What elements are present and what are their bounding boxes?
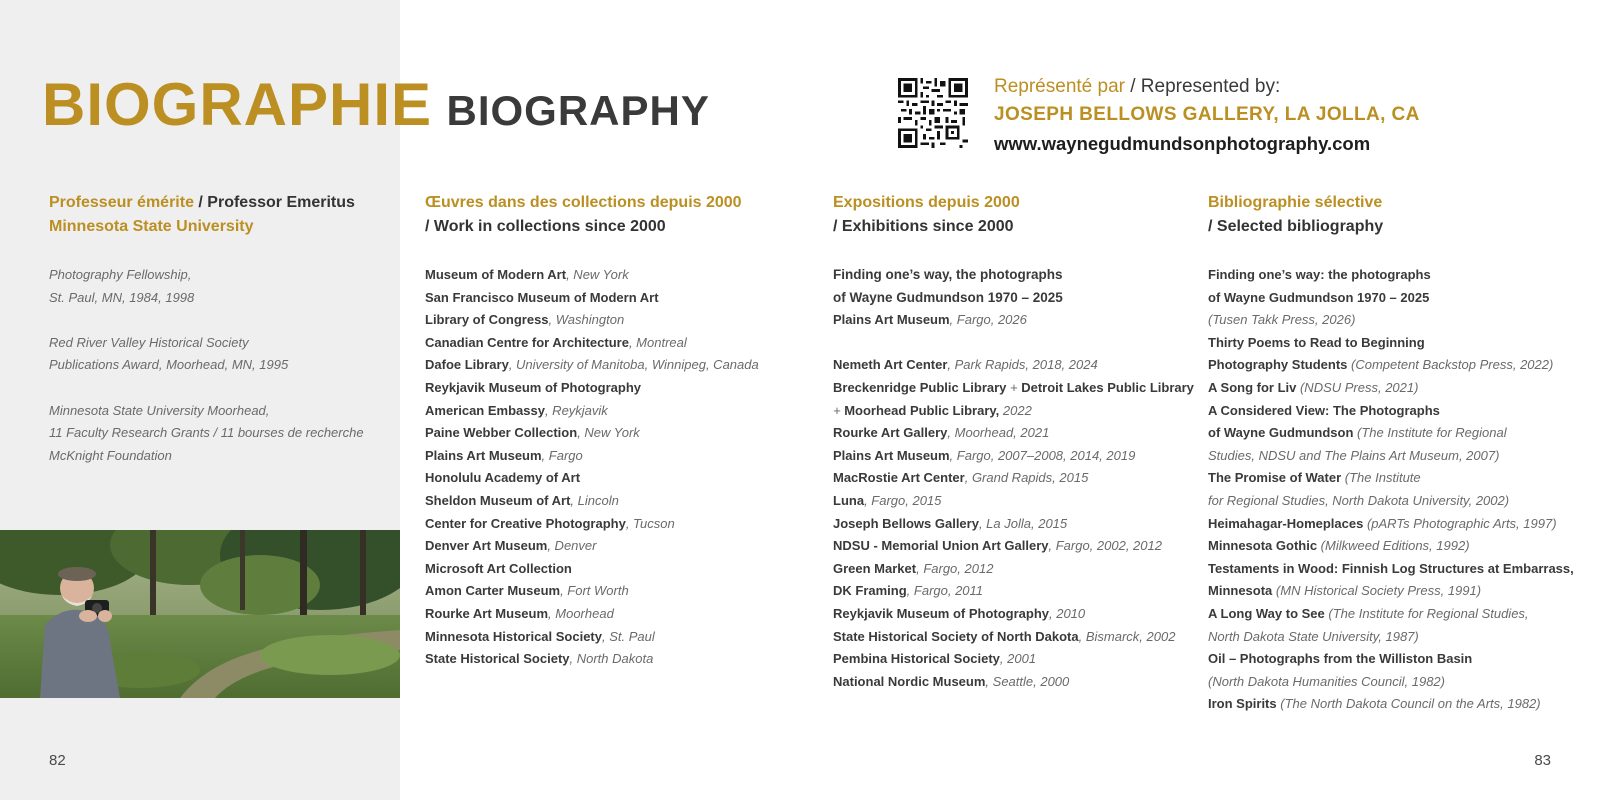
column-heading (49, 191, 364, 239)
list-item (425, 332, 759, 355)
bibliography-line (1208, 264, 1574, 287)
item-name: Joseph Bellows Gallery (833, 515, 979, 531)
item-detail: , Fargo, 2012 (916, 560, 994, 576)
list-item (833, 580, 1194, 603)
bibliography-line (1208, 400, 1574, 423)
bibliography-line (1208, 580, 1574, 603)
book-title: The Promise of Water (1208, 470, 1342, 486)
book-title: A Considered View: The Photographs (1208, 402, 1440, 418)
book-publisher: (The Institute for Regional (1353, 425, 1507, 441)
item-name: Library of Congress (425, 312, 549, 328)
bibliography-line (1208, 445, 1574, 468)
feature-exhibition-title: of Wayne Gudmundson 1970 – 2025 (833, 289, 1063, 305)
book-publisher: (Milkweed Editions, 1992) (1317, 538, 1470, 554)
item-name: Reykjavik Museum of Photography (833, 605, 1049, 621)
heading-en: / Selected bibliography (1208, 218, 1384, 235)
book-publisher: (MN Historical Society Press, 1991) (1272, 583, 1482, 599)
feature-exhibition-title: Finding one’s way, the photographs (833, 267, 1063, 282)
award-line: Red River Valley Historical Society (49, 334, 249, 350)
list-item (425, 400, 759, 423)
book-title: Photography Students (1208, 357, 1348, 373)
column-exhibitions (833, 191, 1194, 693)
item-detail: , Fargo, 2015 (864, 492, 942, 508)
list-item (425, 580, 759, 603)
photographer-photo (0, 530, 400, 698)
title-french: BIOGRAPHIE (42, 71, 433, 138)
list-item (425, 603, 759, 626)
bibliography-line (1208, 287, 1574, 310)
list-item (425, 648, 759, 671)
heading-fr: Bibliographie sélective (1208, 194, 1383, 211)
list-item (425, 354, 759, 377)
list-item (833, 490, 1194, 513)
book-publisher: (The Institute for Regional Studies, (1324, 605, 1529, 621)
list-item (833, 671, 1194, 694)
heading-en: / Professor Emeritus (193, 194, 355, 211)
list-item (425, 558, 759, 581)
list-item (833, 422, 1194, 445)
item-name: Canadian Centre for Architecture (425, 334, 629, 350)
award-line: 11 Faculty Research Grants / 11 bourses de recherche (49, 425, 364, 441)
item-name: NDSU - Memorial Union Art Gallery (833, 538, 1049, 554)
book-publisher: (NDSU Press, 2021) (1296, 379, 1419, 395)
item-detail: , Seattle, 2000 (985, 673, 1070, 689)
item-name: Paine Webber Collection (425, 425, 578, 441)
bibliography-line (1208, 626, 1574, 649)
book-title: Iron Spirits (1208, 696, 1277, 712)
item-detail: , Tucson (625, 515, 675, 531)
item-name: State Historical Society of North Dakota (833, 628, 1079, 644)
list-item (425, 309, 759, 332)
list-item (833, 354, 1194, 377)
bibliography-list (1208, 264, 1574, 716)
item-detail: , New York (577, 425, 640, 441)
item-detail: , Montreal (628, 334, 687, 350)
item-name: MacRostie Art Center (833, 470, 965, 486)
item-name: Sheldon Museum of Art (425, 492, 571, 508)
list-item (425, 377, 759, 400)
item-name: Amon Carter Museum (425, 583, 561, 599)
bibliography-line (1208, 603, 1574, 626)
list-item (833, 626, 1194, 649)
book-title: of Wayne Gudmundson 1970 – 2025 (1208, 289, 1430, 305)
item-name: San Francisco Museum of Modern Art (425, 289, 659, 305)
book-publisher: (North Dakota Humanities Council, 1982) (1208, 673, 1445, 689)
list-item: Breckenridge Public Library + Detroit Lakes Public Library (833, 379, 1194, 395)
list-item (425, 467, 759, 490)
item-detail: , Lincoln (570, 492, 619, 508)
bibliography-line (1208, 513, 1574, 536)
column-collections (425, 191, 759, 671)
bibliography-line (1208, 671, 1574, 694)
item-name: Pembina Historical Society (833, 651, 1000, 667)
list-item (833, 467, 1194, 490)
list-item (425, 513, 759, 536)
book-publisher: (Tusen Takk Press, 2026) (1208, 312, 1356, 328)
item-name: National Nordic Museum (833, 673, 986, 689)
bibliography-line (1208, 354, 1574, 377)
item-name: Museum of Modern Art (425, 267, 567, 282)
item-detail: , Bismarck, 2002 (1078, 628, 1176, 644)
website-link[interactable]: www.waynegudmundsonphotography.com (994, 133, 1371, 154)
item-name: Nemeth Art Center (833, 357, 948, 373)
column-bibliography (1208, 191, 1574, 716)
heading-fr: Professeur émérite (49, 194, 194, 211)
item-name: Plains Art Museum (833, 447, 950, 463)
award-line: Publications Award, Moorhead, MN, 1995 (49, 357, 289, 373)
qr-code-icon[interactable] (898, 78, 968, 148)
item-detail: , Grand Rapids, 2015 (964, 470, 1089, 486)
heading-fr: Expositions depuis 2000 (833, 194, 1020, 211)
column-professor (49, 191, 364, 467)
item-detail: , New York (566, 267, 629, 282)
list-item (425, 422, 759, 445)
list-item (425, 264, 759, 287)
list-item (833, 648, 1194, 671)
book-title: A Long Way to See (1208, 605, 1325, 621)
item-name: Dafoe Library (425, 357, 509, 373)
book-publisher: for Regional Studies, North Dakota University, 2002) (1208, 492, 1510, 508)
award-line: McKnight Foundation (49, 447, 172, 463)
list-item (425, 445, 759, 468)
book-title: Oil – Photographs from the Williston Basin (1208, 651, 1473, 667)
page-title (42, 70, 710, 139)
bibliography-line (1208, 309, 1574, 332)
page-number-right: 83 (1534, 752, 1551, 769)
book-title: Heimahagar-Homeplaces (1208, 515, 1364, 531)
list-item (425, 535, 759, 558)
bibliography-line (1208, 535, 1574, 558)
list-item (833, 558, 1194, 581)
book-publisher: (Competent Backstop Press, 2022) (1347, 357, 1554, 373)
bibliography-line (1208, 558, 1574, 581)
book-title: Finding one’s way: the photographs (1208, 267, 1431, 282)
item-name: Green Market (833, 560, 917, 576)
list-item (425, 626, 759, 649)
book-title: Minnesota Gothic (1208, 538, 1318, 554)
list-item (833, 513, 1194, 536)
item-detail: , Reykjavik (544, 402, 608, 418)
book-publisher: North Dakota State University, 1987) (1208, 628, 1419, 644)
item-detail: , 2001 (999, 651, 1037, 667)
item-name: Microsoft Art Collection (425, 560, 572, 576)
list-item (833, 445, 1194, 468)
item-name: Rourke Art Gallery (833, 425, 948, 441)
award-line: Minnesota State University Moorhead, (49, 402, 270, 418)
represented-by-label (994, 74, 1420, 100)
represented-by-fr: Représenté par (994, 76, 1125, 97)
bibliography-line (1208, 467, 1574, 490)
item-detail: , Moorhead (548, 605, 614, 621)
item-name: State Historical Society (425, 651, 570, 667)
column-heading (1208, 191, 1574, 239)
item-name: Plains Art Museum (425, 447, 542, 463)
heading-fr: Œuvres dans des collections depuis 2000 (425, 194, 742, 211)
exhibitions-list (833, 354, 1194, 377)
item-detail: , La Jolla, 2015 (978, 515, 1068, 531)
item-detail: , University of Manitoba, Winnipeg, Canada (508, 357, 759, 373)
list-item: + Moorhead Public Library, 2022 (833, 402, 1032, 418)
item-name: DK Framing (833, 583, 907, 599)
bibliography-line (1208, 377, 1574, 400)
item-detail: , Washington (548, 312, 625, 328)
book-publisher: (The North Dakota Council on the Arts, 1982) (1276, 696, 1541, 712)
item-detail: , Denver (547, 538, 597, 554)
book-title: of Wayne Gudmundson (1208, 425, 1354, 441)
book-publisher: (pARTs Photographic Arts, 1997) (1363, 515, 1557, 531)
item-name: Minnesota Historical Society (425, 628, 602, 644)
item-detail: , Fargo, 2011 (906, 583, 984, 599)
book-title: Thirty Poems to Read to Beginning (1208, 334, 1425, 350)
column-heading (425, 191, 759, 239)
gallery-name: JOSEPH BELLOWS GALLERY, LA JOLLA, CA (994, 104, 1420, 125)
list-item (425, 287, 759, 310)
item-detail: , North Dakota (569, 651, 654, 667)
item-detail: , Park Rapids, 2018, 2024 (947, 357, 1098, 373)
bibliography-line (1208, 422, 1574, 445)
item-name: Rourke Art Museum (425, 605, 549, 621)
heading-en: / Exhibitions since 2000 (833, 218, 1014, 235)
list-item (833, 535, 1194, 558)
item-name: Honolulu Academy of Art (425, 470, 581, 486)
bibliography-line (1208, 490, 1574, 513)
exhibitions-list (833, 422, 1194, 693)
list-item: Plains Art Museum, Fargo, 2026 (833, 312, 1027, 328)
representation-block (994, 74, 1420, 158)
bibliography-line (1208, 332, 1574, 355)
item-detail: , Fort Worth (560, 583, 629, 599)
book-title: A Song for Liv (1208, 379, 1297, 395)
item-name: Luna (833, 492, 865, 508)
item-detail: , Moorhead, 2021 (947, 425, 1050, 441)
bibliography-line (1208, 693, 1574, 716)
book-title: Testaments in Wood: Finnish Log Structures at Embarrass, (1208, 560, 1574, 576)
title-english: BIOGRAPHY (446, 87, 710, 134)
item-name: Reykjavik Museum of Photography (425, 379, 641, 395)
award-line: St. Paul, MN, 1984, 1998 (49, 289, 195, 305)
list-item (425, 490, 759, 513)
item-name: Center for Creative Photography (425, 515, 626, 531)
heading-university: Minnesota State University (49, 218, 254, 235)
book-publisher: Studies, NDSU and The Plains Art Museum, 2007) (1208, 447, 1500, 463)
item-detail: , Fargo, 2007–2008, 2014, 2019 (949, 447, 1136, 463)
book-publisher: (The Institute (1341, 470, 1421, 486)
item-name: American Embassy (425, 402, 545, 418)
book-title: Minnesota (1208, 583, 1273, 599)
list-item (833, 603, 1194, 626)
item-name: Denver Art Museum (425, 538, 548, 554)
bibliography-line (1208, 648, 1574, 671)
collections-list (425, 264, 759, 671)
item-detail: , St. Paul (602, 628, 655, 644)
item-detail: , Fargo, 2002, 2012 (1048, 538, 1162, 554)
column-heading (833, 191, 1194, 239)
award-line: Photography Fellowship, (49, 267, 192, 282)
heading-en: / Work in collections since 2000 (425, 218, 666, 235)
item-detail: , Fargo (541, 447, 583, 463)
page-number-left: 82 (49, 752, 66, 769)
represented-by-en: / Represented by: (1124, 76, 1281, 97)
item-detail: , 2010 (1049, 605, 1086, 621)
